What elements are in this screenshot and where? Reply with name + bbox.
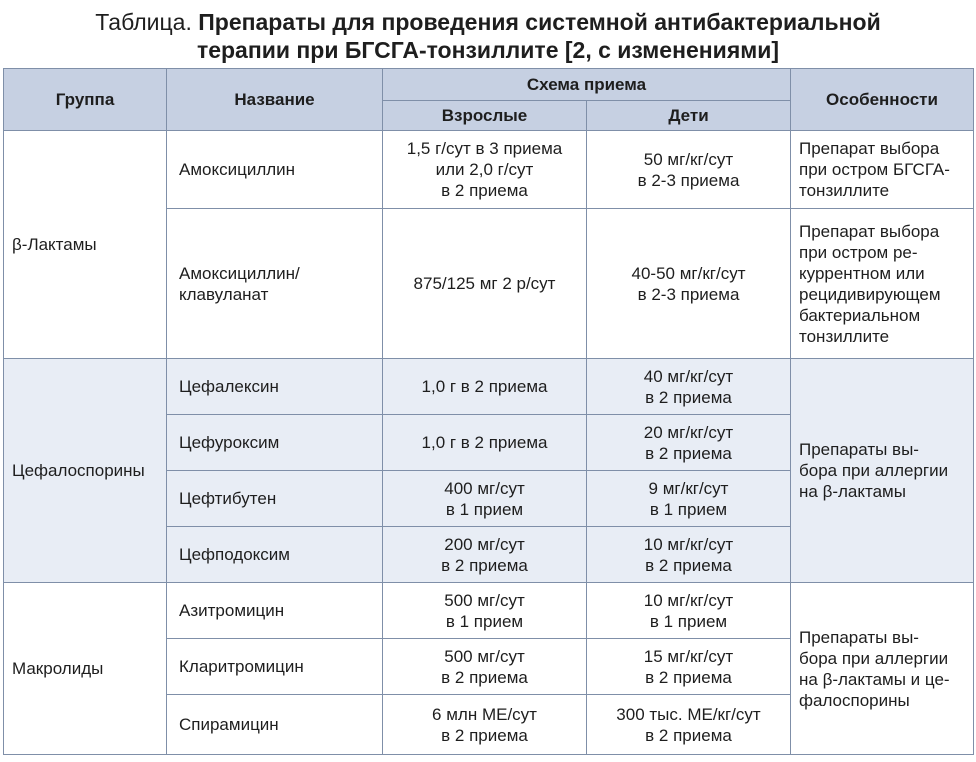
- features-cell-line: бактериальном: [799, 305, 921, 325]
- child-dose-cell-line: в 2-3 приема: [637, 284, 740, 304]
- group-cell: Макролиды: [4, 583, 167, 755]
- header-features: Особенности: [791, 69, 974, 131]
- adult-dose-cell-line: 875/125 мг 2 р/сут: [413, 274, 556, 293]
- adult-dose-cell: [383, 639, 587, 695]
- table-row: [4, 583, 974, 639]
- features-cell-line: бора при аллергии: [799, 648, 949, 668]
- drug-name-cell-line: Цефуроксим: [179, 433, 280, 452]
- adult-dose-cell-line: в 2 приема: [441, 555, 528, 575]
- adult-dose-cell: [383, 583, 587, 639]
- drug-name-cell: [167, 583, 383, 639]
- title-main-line-2: терапии при БГСГА-тонзиллите [2, с изменениями]: [196, 37, 780, 63]
- adult-dose-cell-line: 400 мг/сут: [444, 478, 525, 498]
- child-dose-cell-line: в 2-3 приема: [637, 170, 740, 190]
- adult-dose-cell-line: 1,5 г/сут в 3 приема: [406, 139, 563, 158]
- drug-name-cell-line: Амоксициллин: [179, 160, 296, 179]
- adult-dose-cell: [383, 359, 587, 415]
- child-dose-cell: [587, 471, 791, 527]
- features-cell-line: на β-лактамы и це-: [799, 669, 950, 689]
- drug-name-cell: [167, 131, 383, 209]
- child-dose-cell-line: 40-50 мг/кг/сут: [631, 263, 746, 283]
- child-dose-cell-line: 20 мг/кг/сут: [643, 422, 734, 442]
- child-dose-cell-line: 50 мг/кг/сут: [643, 149, 734, 169]
- child-dose-cell: [587, 415, 791, 471]
- child-dose-cell-line: в 1 прием: [649, 499, 728, 519]
- features-cell-line: бора при аллергии: [799, 461, 949, 480]
- child-dose-cell-line: в 2 приема: [645, 555, 732, 575]
- table-row: [4, 359, 974, 415]
- features-cell-line: тонзиллите: [799, 181, 890, 200]
- adult-dose-cell: [383, 695, 587, 755]
- title-line-1: [0, 8, 976, 36]
- drug-name-cell: [167, 359, 383, 415]
- adult-dose-cell-line: 500 мг/сут: [444, 590, 525, 610]
- table-header: [4, 69, 974, 131]
- child-dose-cell: [587, 209, 791, 359]
- drug-name-cell: [167, 695, 383, 755]
- adult-dose-cell-line: 500 мг/сут: [444, 646, 525, 666]
- title-prefix: Таблица.: [95, 9, 192, 35]
- adult-dose-cell: [383, 415, 587, 471]
- features-cell-line: Препарат выбора: [799, 139, 940, 158]
- features-cell-line: при остром БГСГА-: [799, 160, 950, 179]
- child-dose-cell-line: в 1 прием: [649, 611, 728, 631]
- header-group: Группа: [4, 69, 167, 131]
- table-body: [4, 131, 974, 755]
- features-cell-line: Препараты вы-: [799, 627, 919, 647]
- header-children: Дети: [587, 101, 791, 131]
- child-dose-cell: [587, 359, 791, 415]
- drug-name-cell: [167, 415, 383, 471]
- adult-dose-cell: [383, 131, 587, 209]
- features-cell-line: куррентном или: [799, 263, 925, 283]
- child-dose-cell-line: 9 мг/кг/сут: [648, 478, 729, 498]
- adult-dose-cell-line: 1,0 г в 2 приема: [421, 433, 548, 452]
- features-cell: [791, 209, 974, 359]
- child-dose-cell-line: 300 тыс. МЕ/кг/сут: [616, 704, 761, 724]
- adult-dose-cell-line: в 2 приема: [441, 667, 528, 687]
- child-dose-cell-line: 10 мг/кг/сут: [643, 534, 734, 554]
- features-cell-line: фалоспорины: [799, 690, 910, 710]
- child-dose-cell-line: 15 мг/кг/сут: [643, 646, 734, 666]
- drug-name-cell: [167, 471, 383, 527]
- drug-name-cell-line: Амоксициллин/: [179, 263, 300, 283]
- adult-dose-cell: [383, 209, 587, 359]
- adult-dose-cell-line: 1,0 г в 2 приема: [421, 377, 548, 396]
- child-dose-cell-line: в 2 приема: [645, 387, 732, 407]
- drug-name-cell-line: Кларитромицин: [179, 657, 304, 676]
- adult-dose-cell-line: 6 млн МЕ/сут: [432, 704, 537, 724]
- child-dose-cell-line: в 2 приема: [645, 725, 732, 745]
- features-cell-line: Препараты вы-: [799, 440, 919, 459]
- child-dose-cell-line: в 2 приема: [645, 443, 732, 463]
- drug-name-cell-line: клавуланат: [179, 284, 269, 304]
- adult-dose-cell: [383, 471, 587, 527]
- adult-dose-cell-line: в 1 прием: [445, 611, 524, 631]
- group-cell: Цефалоспорины: [4, 359, 167, 583]
- drug-name-cell-line: Спирамицин: [179, 715, 279, 734]
- child-dose-cell-line: в 2 приема: [645, 667, 732, 687]
- header-name: Название: [167, 69, 383, 131]
- features-cell-line: рецидивирующем: [799, 284, 941, 304]
- table-title: [0, 0, 976, 68]
- title-main-line-1: Препараты для проведения системной антибактериальной: [198, 9, 881, 35]
- child-dose-cell: [587, 695, 791, 755]
- drug-name-cell: [167, 639, 383, 695]
- features-cell: [791, 583, 974, 755]
- child-dose-cell: [587, 131, 791, 209]
- child-dose-cell: [587, 639, 791, 695]
- drug-name-cell: [167, 209, 383, 359]
- adult-dose-cell-line: в 1 прием: [445, 499, 524, 519]
- header-scheme: Схема приема: [383, 69, 791, 101]
- header-adults: Взрослые: [383, 101, 587, 131]
- drug-name-cell-line: Азитромицин: [179, 601, 285, 620]
- drug-name-cell-line: Цефподоксим: [179, 545, 290, 564]
- child-dose-cell: [587, 527, 791, 583]
- adult-dose-cell-line: в 2 приема: [441, 181, 528, 200]
- features-cell-line: тонзиллите: [799, 326, 890, 346]
- adult-dose-cell: [383, 527, 587, 583]
- features-cell-line: на β-лактамы: [799, 482, 906, 501]
- child-dose-cell-line: 10 мг/кг/сут: [643, 590, 734, 610]
- adult-dose-cell-line: или 2,0 г/сут: [435, 160, 534, 179]
- drug-name-cell-line: Цефтибутен: [179, 489, 277, 508]
- features-cell-line: Препарат выбора: [799, 221, 940, 241]
- child-dose-cell-line: 40 мг/кг/сут: [643, 366, 734, 386]
- features-cell: [791, 359, 974, 583]
- table-row: [4, 131, 974, 209]
- adult-dose-cell-line: в 2 приема: [441, 725, 528, 745]
- drug-name-cell: [167, 527, 383, 583]
- adult-dose-cell-line: 200 мг/сут: [444, 534, 525, 554]
- drug-name-cell-line: Цефалексин: [179, 377, 279, 396]
- features-cell: [791, 131, 974, 209]
- group-cell: β-Лактамы: [4, 131, 167, 359]
- antibiotics-table: [3, 68, 974, 755]
- features-cell-line: при остром ре-: [799, 242, 918, 262]
- child-dose-cell: [587, 583, 791, 639]
